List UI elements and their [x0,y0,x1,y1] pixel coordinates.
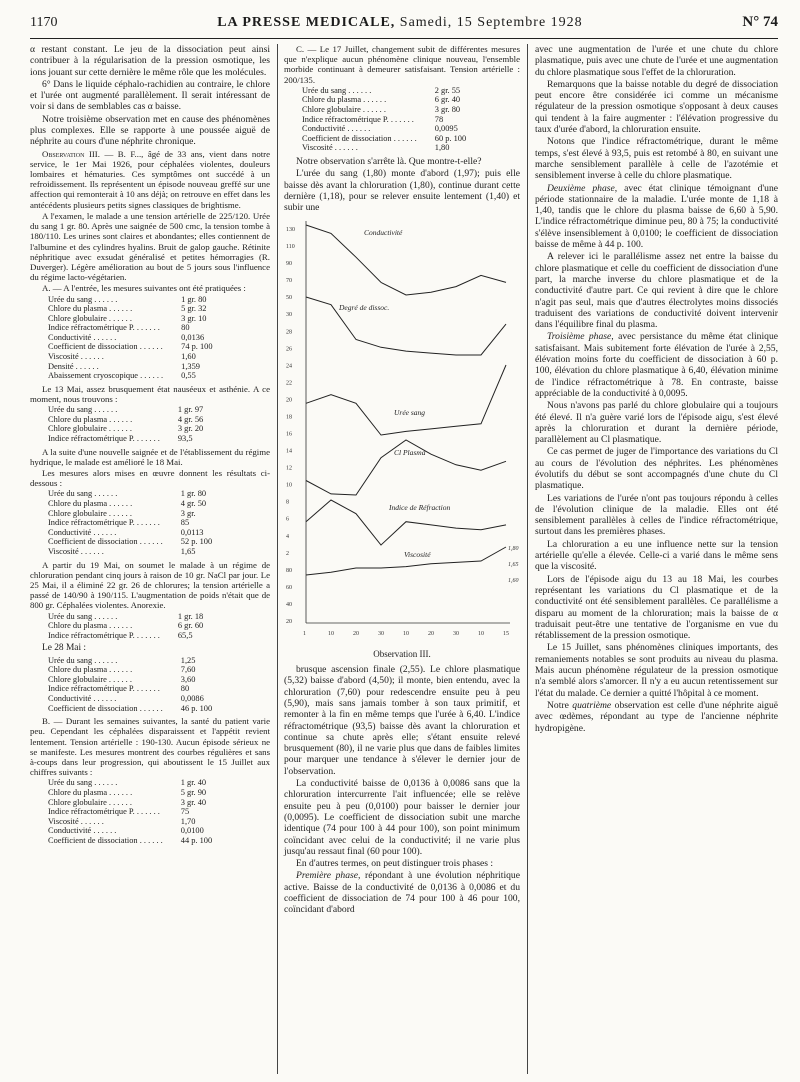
measurement-label: Densité . . . . . . [48,361,99,371]
x-tick-label: 10 [403,631,409,638]
measurement-table [48,405,203,443]
measurement-row [48,528,212,538]
measurement-value: 0,0113 [180,527,204,537]
measurement-value: 7,60 [180,665,196,675]
measurement-label: Chlore du plasma . . . . . . [48,788,133,798]
right-tick-label: 1,80 [508,546,519,553]
measurement-row [48,612,203,622]
y-tick-label: 8 [286,500,289,507]
measurement-value: 6 gr. 60 [177,621,204,631]
series-label: Indice de Réfraction [389,503,451,513]
measurement-row [48,323,213,333]
measurement-row [48,362,213,372]
measurement-value: 5 gr. 32 [181,304,207,314]
x-tick-label: 10 [478,631,484,638]
journal-title [217,15,582,31]
paragraph: Notre observation s'arrête là. Que montre-t-elle? [296,155,482,167]
measurement-value: 75 [180,807,190,817]
measurement-value: 5 gr. 90 [180,788,207,798]
measurement-row [48,704,212,714]
measurement-row [48,342,213,352]
series-label: Degré de dissoc. [339,303,390,313]
measurement-row [48,415,203,425]
paragraph: α restant constant. Le jeu de la dissociation peut ainsi contribuer à la régularisation de la pression osmotique, les ions jouant sur cette dernière le même rôle que les molécules. [30,44,270,78]
column-2 [284,44,520,917]
measurement-row [48,817,212,827]
measurement-label: Chlore globulaire . . . . . . [48,508,132,518]
measurement-value: 1 gr. 40 [180,778,207,788]
x-tick-label: 15 [503,631,509,638]
series-label: Urée sang [394,408,426,418]
x-tick-label: 30 [453,631,459,638]
measurement-label: Viscosité . . . . . . [302,143,358,153]
measurement-label: Abaissement cryoscopique . . . . . . [48,371,164,381]
emphasis: quatrième [568,699,612,711]
measurement-row [48,807,212,817]
measurement-label: Indice réfractométrique P. . . . . . . [302,114,414,124]
issue-date: Samedi, 15 Septembre 1928 [399,15,583,30]
measurement-label: Urée du sang . . . . . . [48,489,118,499]
measurement-value: 52 p. 100 [180,537,213,547]
paragraph: Remarquons que la baisse notable du degré de dissociation peut encore être considérée ici comme un mécanisme régulateur de la pression osmotique s'opposant à deux causes qui tendent à la faire augmenter : l'élévation progressive du taux d'urée d'abord, la chloruration ensuite. [535,78,778,136]
observation-intro [30,149,270,210]
measurement-value: 0,0100 [180,826,204,836]
measurement-value: 1 gr. 80 [180,489,207,499]
measurement-label: Indice réfractométrique P. . . . . . . [48,434,160,444]
paragraph: En d'autres termes, on peut distinguer trois phases : [296,858,494,870]
newspaper-page [30,14,778,1074]
measurement-value: 0,0086 [180,694,204,704]
paragraph: B. — Durant les semaines suivantes, la santé du patient varie peu. Cependant les céphalées disparaissent et l'appétit revient lentement. Tension artérielle : 190-130. Aucun épisode sérieux ne se manifeste. Les mesures montrent des courbes régulières et sans à-coups dans leur progression, qui aboutissent le 15 Juillet aux chiffres suivants : [30,716,270,778]
paragraph: A la suite d'une nouvelle saignée et de l'établissement du régime hydrique, le malade est amélioré le 18 Mai. [30,446,270,467]
measurement-row [48,547,212,557]
text: observation est celle d'une néphrite aiguë avec œdèmes, répondant au type de l'ancienne néphrite hydropigène. [535,699,778,734]
measurement-label: Chlore du plasma . . . . . . [48,304,133,314]
series-line [306,225,506,295]
paragraph: Lors de l'épisode aigu du 13 au 18 Mai, les courbes représentant les variations du Cl plasmatique et de la conductivité ont été sensiblement parallèles. Ce parallélisme a disparu au moment de la chloruration; mais la baisse de α traduisait peut-être une tentative de l'organisme en vue du rétablissement de la pression osmotique. [535,573,778,642]
column-divider [527,44,528,1074]
y-tick-label: 70 [286,278,292,285]
measurement-label: Coefficient de dissociation . . . . . . [48,537,163,547]
measurement-row [48,295,213,305]
y-tick-label: 22 [286,380,292,387]
measurement-value: 1,65 [180,547,196,557]
measurement-value: 1,80 [434,143,450,153]
measurement-value: 1,25 [180,655,196,665]
page-header [30,14,778,39]
phase-label: Première phase, [296,870,361,882]
measurement-row [302,95,466,105]
measurement-row [48,333,213,343]
series-label: Conductivité [364,228,403,238]
column-divider [277,44,278,1074]
paragraph: Ce cas permet de juger de l'importance des variations du Cl au cours de l'évolution des néphrites. Les phénomènes évolutifs du début se sont accompagnés d'une chute du Cl plasmatique. [535,446,778,492]
chart-svg [284,215,520,645]
measurement-label: Coefficient de dissociation . . . . . . [48,836,163,846]
measurement-row [48,371,213,381]
measurement-label: Coefficient de dissociation . . . . . . [48,703,163,713]
measurement-row [48,798,212,808]
measurement-value: 0,0095 [434,124,458,134]
paragraph: Les variations de l'urée n'ont pas toujours répondu à celles de l'évolution clinique de la maladie. Elles ont été sensiblement parallèles à celles de l'indice réfractométrique, surtout dans les premières phases. [535,492,778,538]
measurement-label: Chlore globulaire . . . . . . [48,674,132,684]
column-1 [30,44,270,849]
measurement-row [48,684,212,694]
measurement-value: 3 gr. 10 [181,313,207,323]
paragraph: A. — A l'entrée, les mesures suivantes ont été pratiquées : [42,283,246,294]
measurement-table [48,295,213,381]
chart-caption: Observation III. [373,648,431,659]
observation-label: Observation III. [42,148,100,159]
measurement-label: Conductivité . . . . . . [48,527,117,537]
paragraph: La conductivité baisse de 0,0136 à 0,0086 sans que la chloruration intercurrente l'ait influencée; elle se relève ensuite peu à peu (0,0100) pour baisser le dernier jour (0,0095). Le coefficient de dissociation subit une marche identique (74 pour 100 à 44 pour 100), son point minimum coïncidant avec celui de la conductivité; il ne varie plus jusqu'au ressaut final (60 pour 100). [284,778,520,857]
y-tick-label: 2 [286,551,289,558]
x-tick-label: 20 [428,631,434,638]
measurement-label: Chlore du plasma . . . . . . [48,665,133,675]
y-tick-label: 14 [286,449,292,456]
measurement-value: 3 gr. 20 [177,424,204,434]
measurement-label: Chlore globulaire . . . . . . [48,313,132,323]
measurement-row [48,304,213,314]
y-tick-label: 130 [286,227,295,234]
paragraph: avec une augmentation de l'urée et une chute du chlore plasmatique, puis avec une chute de l'urée et une augmentation du chlore plasmatique sous l'effet de la chloruration. [535,44,778,78]
y-tick-label: 50 [286,295,292,302]
y-tick-label: 12 [286,466,292,473]
y-tick-label: 90 [286,261,292,268]
measurement-label: Conductivité . . . . . . [48,332,117,342]
measurement-row [302,105,466,115]
paragraph: Notons que l'indice réfractométrique, durant le même temps, s'est élevé à 93,5, puis est retombé à 80, en suivant une marche sensiblement parallèle à celle de l'azotémie et sensiblement inverse à celle du chlore plasmatique. [535,136,778,182]
measurement-row [48,499,212,509]
measurement-label: Urée du sang . . . . . . [302,85,372,95]
x-tick-label: 30 [378,631,384,638]
phase-text: répondant à une évolution néphritique active. Baisse de la conductivité de 0,0136 à 0,0086 et du coefficient de dissociation de 74 pour 100 à 46 pour 100, coïncidant d'abord [284,870,520,916]
measurement-value: 4 gr. 50 [180,499,207,509]
paragraph: Notre troisième observation met en cause des phénomènes plus complexes. Elle se rapporte à une poussée aiguë de néphrite au cours d'une néphrite chronique. [30,113,270,148]
text: Notre [547,699,569,711]
phase-label: Troisième phase, [547,331,614,343]
measurement-row [48,788,212,798]
measurement-value: 46 p. 100 [180,703,213,713]
measurement-row [48,352,213,362]
issue-number: N° 74 [742,14,778,30]
measurement-row [48,621,203,631]
measurement-row [48,424,203,434]
y-tick-label: 80 [286,568,292,575]
measurement-value: 80 [181,323,190,333]
y-tick-label: 26 [286,346,292,353]
measurement-value: 0,0136 [181,332,205,342]
y-tick-label: 6 [286,517,289,524]
y-tick-label: 20 [286,619,292,626]
paragraph [535,183,778,251]
y-tick-label: 4 [286,534,289,541]
measurement-value: 74 p. 100 [181,342,213,352]
paragraph: L'urée du sang (1,80) monte d'abord (1,97); puis elle baisse dès avant la chloruration (1,80), continue durant cette dernière (1,18), pour se relever ensuite lentement (1,40) et subir une [284,168,520,214]
measurement-label: Urée du sang . . . . . . [48,294,118,304]
phase-text: avec persistance du même état clinique satisfaisant. Mais subitement forte élévation de l'urée à 2,55, élévation moins forte du coefficient de dissociation à 60 p. 100, élévation du chlore plasmatique à 6,40, élévation minime de l'indice réfractométrique à 78. En contraste, baisse appréciable de la conductivité à 0,0095. [535,331,778,399]
y-tick-label: 40 [286,602,292,609]
phase-label: Deuxième phase, [547,182,618,194]
measurement-value: 85 [180,518,190,528]
page-number: 1170 [30,15,58,30]
measurement-row [48,434,203,444]
y-tick-label: 28 [286,329,292,336]
measurement-label: Chlore globulaire . . . . . . [48,797,132,807]
y-tick-label: 110 [286,244,295,251]
y-tick-label: 20 [286,397,292,404]
measurement-row [48,537,212,547]
measurement-label: Indice réfractométrique P. . . . . . . [48,323,160,333]
measurement-label: Chlore du plasma . . . . . . [48,414,133,424]
paragraph: 6° Dans le liquide céphalo-rachidien au contraire, le chlore et l'urée ont augmenté parallèlement. Il serait intéressant de voir si dans de semblables cas α baisse. [30,78,270,113]
measurement-label: Viscosité . . . . . . [48,816,104,826]
paragraph [284,870,520,915]
paragraph: A l'examen, le malade a une tension artérielle de 225/120. Urée du sang 1 gr. 80. Après une saignée de 500 cmc, la tension tombe à 180/110. Les urines sont claires et abondantes; elles contiennent de l'albumine et des cylindres hyalins. Bruit de galop gauche. Rétinite néphritique avec exsudat généralisé et petites hémorragies (R. Duverger). Légère amélioration au bout de 5 jours sous l'influence du régime lacto-végétarien. [30,210,270,283]
paragraph: Les mesures alors mises en œuvre donnent les résultats ci-dessous : [30,468,270,489]
measurement-label: Indice réfractométrique P. . . . . . . [48,684,160,694]
paragraph: A partir du 19 Mai, on soumet le malade à un régime de chloruration pendant cinq jours à raison de 10 gr. NaCl par jour. Le 25 Mai, il a éliminé 22 gr. 26 de chlorures; la tension artérielle a passé de 140/90 à 190/115. L'augmentation de poids n'était que de 800 gr. Céphalées violentes. Anorexie. [30,559,270,611]
measurement-row [48,631,203,641]
measurement-row [302,143,466,153]
series-label: Cl Plasma [394,448,426,458]
measurement-label: Urée du sang . . . . . . [48,405,118,415]
measurement-label: Indice réfractométrique P. . . . . . . [48,518,160,528]
paragraph: C. — Le 17 Juillet, changement subit de différentes mesures que n'explique aucun phénomène clinique nouveau, l'ensemble morbide continuant à demeurer satisfaisant. Tension artérielle : 200/135. [284,44,520,85]
measurement-label: Conductivité . . . . . . [48,694,117,704]
measurement-value: 1,60 [181,352,196,362]
measurement-label: Chlore du plasma . . . . . . [48,621,133,631]
phase-text: avec état clinique témoignant d'une période stationnaire de la maladie. L'urée monte de 1,18 à 1,40, tandis que le chlore du plasma baisse de 6,60 à 5,90. L'indice réfractométrique diminue peu, 80 à 75; la conductivité s'élève insensiblement à 0,0100; le coefficient de dissociation baisse de même à 44 p. 100. [535,182,779,251]
measurement-label: Conductivité . . . . . . [48,826,117,836]
measurement-label: Coefficient de dissociation . . . . . . [48,342,163,352]
measurement-table [302,86,466,153]
measurement-label: Urée du sang . . . . . . [48,611,118,621]
measurement-value: 2 gr. 55 [434,85,461,95]
measurement-value: 3 gr. [180,508,196,518]
series-line [306,365,506,435]
measurement-table [48,612,203,641]
measurement-value: 1,359 [181,361,200,371]
measurement-value: 93,5 [177,434,193,444]
measurement-label: Viscosité . . . . . . [48,352,104,362]
measurement-value: 3 gr. 40 [180,797,207,807]
paragraph [535,700,778,734]
column-3 [535,44,778,735]
measurement-row [48,826,212,836]
y-tick-label: 24 [286,363,292,370]
measurement-label: Chlore du plasma . . . . . . [302,95,387,105]
observation-chart [284,215,520,648]
measurement-row [302,134,466,144]
measurement-value: 3,60 [180,674,196,684]
measurement-value: 1 gr. 18 [177,611,204,621]
measurement-label: Urée du sang . . . . . . [48,655,118,665]
measurement-table [48,489,212,556]
paragraph: La chloruration a eu une influence nette sur la tension artérielle qu'elle a élevée. Celle-ci a varié dans le même sens que la viscosité. [535,538,778,573]
measurement-value: 44 p. 100 [180,836,213,846]
measurement-value: 3 gr. 80 [434,105,461,114]
measurement-label: Coefficient de dissociation . . . . . . [302,133,417,143]
measurement-row [48,314,213,324]
measurement-value: 1,70 [180,816,196,826]
journal-name: LA PRESSE MEDICALE, [217,15,396,30]
measurement-label: Indice réfractométrique P. . . . . . . [48,807,160,817]
series-label: Viscosité [404,550,431,560]
measurement-label: Chlore du plasma . . . . . . [48,499,133,509]
measurement-row [48,489,212,499]
measurement-label: Chlore globulaire . . . . . . [48,424,132,434]
measurement-value: 1 gr. 97 [177,405,204,415]
measurement-row [48,405,203,415]
measurement-row [302,86,466,96]
measurement-row [48,509,212,519]
x-tick-label: 20 [353,631,359,638]
measurement-label: Urée du sang . . . . . . [48,778,118,788]
measurement-label: Conductivité . . . . . . [302,124,371,134]
paragraph: Le 13 Mai, assez brusquement état nauséeux et asthénie. A ce moment, nous trouvons : [30,383,270,405]
right-tick-label: 1,65 [508,562,519,569]
paragraph: A relever ici le parallélisme assez net entre la baisse du chlore plasmatique et celle du coefficient de dissociation d'une part, la marche inverse du chlore plasmatique et de la conductivité d'autre part. Ce qui revient à dire que le chlore n'agit pas seul, mais que d'autres électrolytes moins dissociés traduisent des variations de conductivité doivent intervenir dans l'équilibre final du plasma. [535,251,778,331]
measurement-table [48,656,212,714]
measurement-row [48,694,212,704]
y-tick-label: 60 [286,585,292,592]
measurement-value: 1 gr. 80 [181,294,207,304]
measurement-value: 6 gr. 40 [434,95,461,105]
measurement-value: 78 [434,114,444,124]
series-line [306,297,506,355]
right-tick-label: 1,60 [508,578,519,585]
measurement-table [48,778,212,845]
measurement-row [48,656,212,666]
paragraph [535,331,778,399]
paragraph: Le 15 Juillet, sans phénomènes cliniques importants, des remaniements notables se sont produits au niveau du plasma. Mais aucun phénomène régulateur de la pression osmotique n'a semblé alors s'amorcer. Il n'y a eu aucun retentissement sur l'état du malade. Ce dernier a quitté l'hôpital à ce moment. [535,642,778,699]
measurement-row [302,124,466,134]
measurement-value: 60 p. 100 [434,133,467,143]
measurement-row [48,675,212,685]
measurement-row [302,115,466,125]
y-tick-label: 10 [286,483,292,490]
y-tick-label: 16 [286,431,292,438]
measurement-label: Indice réfractométrique P. . . . . . . [48,630,160,640]
measurement-value: 0,55 [181,371,196,381]
measurement-row [48,665,212,675]
measurement-value: 65,5 [177,630,193,640]
paragraph: Nous n'avons pas parlé du chlore globulaire qui a toujours été élevé. Il n'a guère varié lors de l'épisode aigu, s'est élevé après la chloruration et durant la dernière période, parallèlement au Cl plasmatique. [535,400,778,446]
observation-text: — B. F..., âgé de 33 ans, vient dans notre service, le 1er Mai 1926, pour céphalées violentes, douleurs lombaires et hématuries. Ces symptômes ont succédé à un refroidissement. Ils représentent un épisode nouveau greffé sur une affection qui remonterait à 10 ans déjà; on retrouve en effet dans les antécédents plusieurs petits signes classiques de brightisme. [30,148,270,210]
measurement-row [48,518,212,528]
measurement-row [48,778,212,788]
x-tick-label: 1 [303,631,306,638]
measurement-row [48,836,212,846]
y-tick-label: 30 [286,312,292,319]
article-columns [30,44,778,1074]
x-tick-label: 10 [328,631,334,638]
y-tick-label: 18 [286,414,292,421]
measurement-value: 80 [180,684,190,694]
subheading: Le 28 Mai : [42,643,87,654]
measurement-label: Viscosité . . . . . . [48,547,104,557]
measurement-value: 4 gr. 56 [177,414,204,424]
paragraph: brusque ascension finale (2,55). Le chlore plasmatique (5,32) baisse d'abord (4,50); il monte, bien entendu, avec la chloruration (7,60) pour redescendre ensuite peu à peu (5,90), mais sans jamais tomber à son taux primitif, et remonter à la fin en même temps que l'urée à 6,40. L'indice réfractométrique (93,5) baisse dès avant la chloruration et continue sa chute après elle; s'étant ensuite relevé brusquement (80), il ne varie plus que dans de faibles limites pour marquer une tendance à s'élever le dernier jour de l'observation. [284,664,520,777]
measurement-label: Chlore globulaire . . . . . . [302,105,386,114]
